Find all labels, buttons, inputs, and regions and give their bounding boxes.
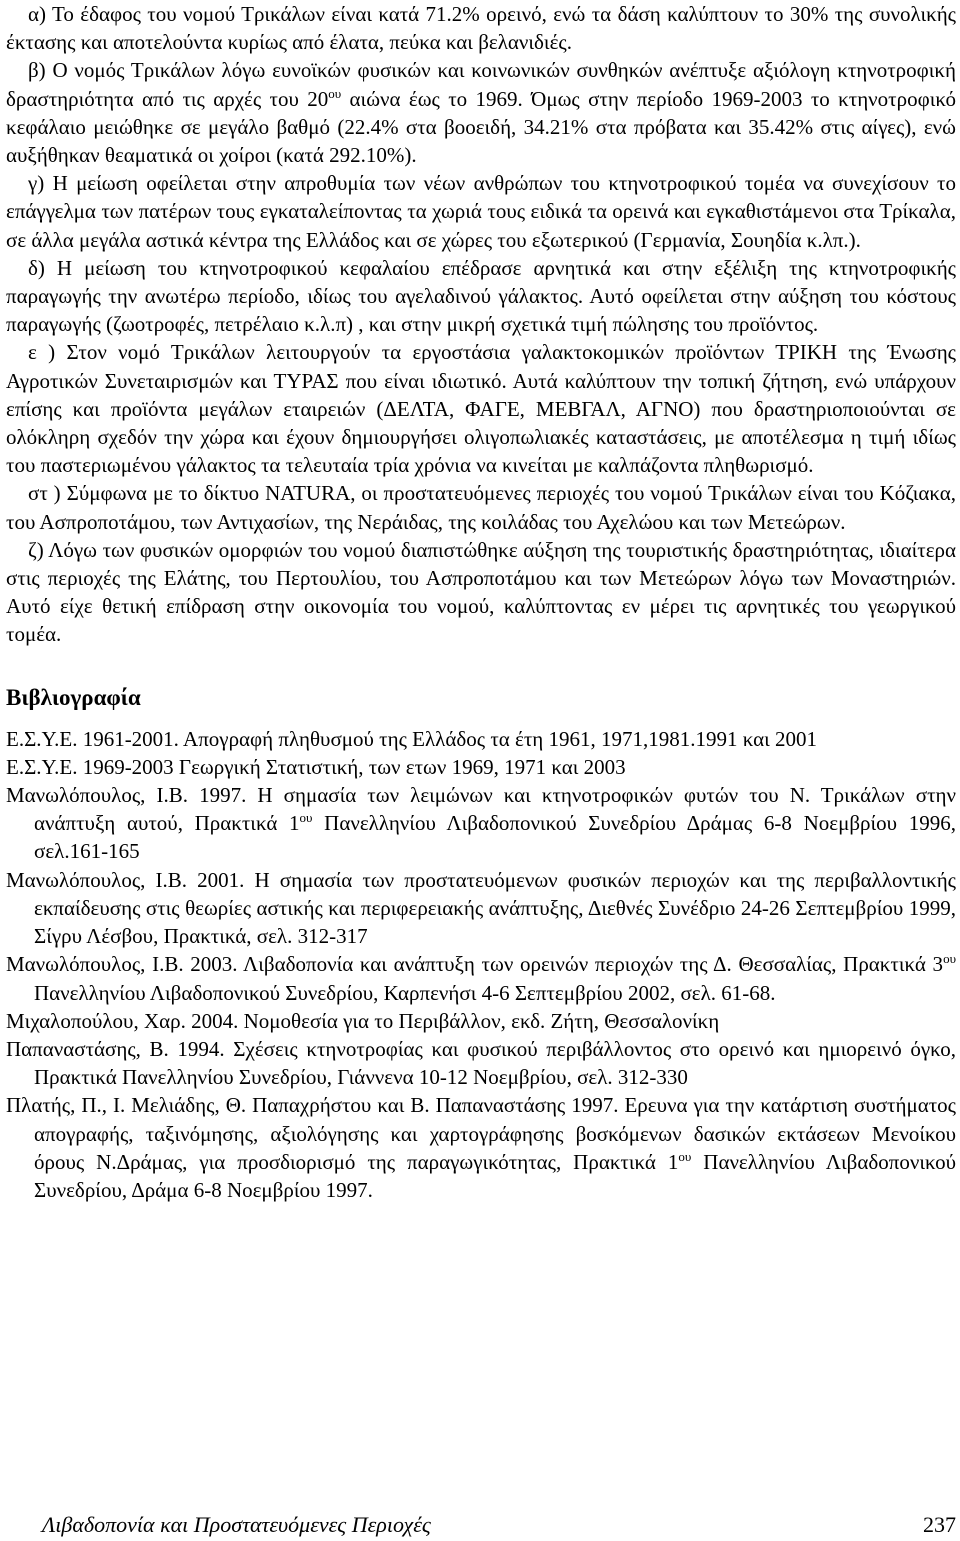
paragraph-zeta [6, 536, 956, 649]
reference-item [6, 866, 956, 951]
superscript: ου [678, 1148, 692, 1164]
reference-text: Ε.Σ.Υ.Ε. 1969-2003 Γεωργική Στατιστική, των ετων 1969, 1971 και 2003 [6, 754, 626, 779]
reference-item [6, 725, 956, 753]
paragraph-text: ζ) Λόγω των φυσικών ομορφιών του νομού διαπιστώθηκε αύξηση της τουριστικής δραστηριότητας, ιδιαίτερα στις περιοχές της Ελάτης, του Περτουλίου, του Ασπροποτάμου και των Μετεώρων λόγω των Μοναστηριών. Αυτό είχε θετική επίδραση στην οικονομία του νομού, καλύπτοντας εν μέρει τις αρνητικές του γεωργικού τομέα. [6, 537, 956, 647]
reference-text: Παπαναστάσης, Β. 1994. Σχέσεις κτηνοτροφίας και φυσικού περιβάλλοντος στο ορεινό και ημιορεινό όγκο, Πρακτικά Πανελληνίου Συνεδρίου, Γιάννενα 10-12 Νοεμβρίου, σελ. 312-330 [6, 1036, 956, 1090]
paragraph-text: β) Ο νομός Τρικάλων λόγω ευνοϊκών φυσικών και κοινωνικών συνθηκών ανέπτυξε αξιόλογη κτηνοτροφική δραστηριότητα από τις αρχές του 20 [6, 58, 956, 111]
paragraph-text: δ) Η μείωση του κτηνοτροφικού κεφαλαίου επέδρασε αρνητικά και στην εξέλιξη της κτηνοτροφικής παραγωγής την ανωτέρω περίοδο, ιδίως του αγελαδινού γάλακτος. Αυτό οφείλεται στην αύξηση του κόστους παραγωγής (ζωοτροφές, πετρέλαιο κ.λ.π) , και στην μικρή σχετικά τιμή πώλησης του προϊόντος. [6, 255, 956, 337]
reference-text: Μανωλόπουλος, Ι.Β. 2001. Η σημασία των προστατευόμενων φυσικών περιοχών και της περιβαλλοντικής εκπαίδευσης στις θεωρίες αστικής και περιφερειακής ανάπτυξης, Διεθνές Συνέδριο 24-26 Σεπτεμβρίου 1999, Σίγρυ Λέσβου, Πρακτικά, σελ. 312-317 [6, 867, 956, 949]
superscript: ου [943, 951, 956, 967]
paragraph-delta [6, 254, 956, 339]
reference-text: Μανωλόπουλος, Ι.Β. 2003. Λιβαδοπονία και ανάπτυξη των ορεινών περιοχών της Δ. Θεσσαλίας, Πρακτικά 3 [6, 952, 944, 977]
reference-text: Ε.Σ.Υ.Ε. 1961-2001. Απογραφή πληθυσμού της Ελλάδος τα έτη 1961, 1971,1981.1991 και 2001 [6, 726, 818, 751]
reference-text: Πλατής, Π., Ι. Μελιάδης, Θ. Παπαχρήστου και Β. Παπαναστάσης 1997. Ερευνα για την κατάρτιση συστήματος απογραφής, ταξινόμησης, αξιολόγησης και χαρτογράφησης βοσκόμενων δασικών εκτάσεων Μενοίκου όρους Ν.Δράμας, για προσδιορισμό της παραγωγικότητας, Πρακτικά 1 [6, 1093, 956, 1174]
reference-text: Πανελληνίου Λιβαδοπονικού Συνεδρίου Δράμας 6-8 Νοεμβρίου 1996, σελ.161-165 [34, 811, 956, 864]
paragraph-beta [6, 56, 956, 169]
paragraph-text: στ ) Σύμφωνα με το δίκτυο NATURA, οι προστατευόμενες περιοχές του νομού Τρικάλων είναι του Κόζιακα, του Ασπροποτάμου, των Αντιχασίων, της Νεράιδας, της κοιλάδας του Αχελώου και των Μετεώρων. [6, 481, 956, 534]
page-footer [42, 1511, 956, 1539]
paragraph-text: αιώνα έως το 1969. Όμως στην περίοδο 1969-2003 το κτηνοτροφικό κεφάλαιο μειώθηκε σε μεγάλο βαθμό (22.4% στα βοοειδή, 34.21% στα πρόβατα και 35.42% στις αίγες), ενώ αυξήθηκαν θεαματικά οι χοίροι (κατά 292.10%). [6, 86, 956, 168]
reference-item [6, 1035, 956, 1091]
reference-item [6, 950, 956, 1006]
reference-item [6, 1091, 956, 1204]
paragraph-text: ε ) Στον νομό Τρικάλων λειτουργούν τα εργοστάσια γαλακτοκομικών προϊόντων ΤΡΙΚΗ της Ένωσης Αγροτικών Συνεταιρισμών και ΤΥΡΑΣ που είναι ιδιωτικό. Αυτά καλύπτουν την τοπική ζήτηση, ενώ υπάρχουν επίσης και προϊόντα μεγάλων εταιρειών (ΔΕΛΤΑ, ΦΑΓΕ, ΜΕΒΓΑΛ, ΑΓΝΟ) που δραστηριοποιούνται σε ολόκληρη σχεδόν την χώρα και έχουν δημιουργήσει ολιγοπωλιακές καταστάσεις, με αποτέλεσμα η τιμή ιδίως του παστεριωμένου γάλακτος τα τελευταία τρία χρόνια να κινείται με καλπάζοντα πληθωρισμό. [6, 340, 956, 478]
reference-item [6, 781, 956, 866]
paragraph-epsilon [6, 338, 956, 479]
footer-title: Λιβαδοπονία και Προστατευόμενες Περιοχές [42, 1512, 431, 1537]
reference-text: Πανελληνίου Λιβαδοπονικού Συνεδρίου, Δράμα 6-8 Νοεμβρίου 1997. [34, 1149, 956, 1202]
paragraph-gamma [6, 169, 956, 254]
bibliography-list [6, 725, 956, 1204]
bibliography-heading: Βιβλιογραφία [6, 684, 141, 710]
paragraph-alpha [6, 0, 956, 56]
body-text [6, 0, 956, 649]
document-page [6, 0, 956, 1204]
paragraph-stigma [6, 479, 956, 535]
superscript: ου [299, 810, 313, 826]
reference-item [6, 753, 956, 781]
superscript: ου [328, 85, 342, 101]
page-number: 237 [923, 1512, 956, 1537]
paragraph-text: α) Το έδαφος του νομού Τρικάλων είναι κατά 71.2% ορεινό, ενώ τα δάση καλύπτουν το 30% της συνολικής έκτασης και αποτελούντα κυρίως από έλατα, πεύκα και βελανιδιές. [6, 2, 956, 55]
reference-text: Μανωλόπουλος, Ι.Β. 1997. Η σημασία των λειμώνων και κτηνοτροφικών φυτών του Ν. Τρικάλων στην ανάπτυξη αυτού, Πρακτικά 1 [6, 783, 956, 836]
reference-text: Μιχαλοπούλου, Χαρ. 2004. Νομοθεσία για το Περιβάλλον, εκδ. Ζήτη, Θεσσαλονίκη [6, 1008, 720, 1033]
paragraph-text: γ) Η μείωση οφείλεται στην απροθυμία των νέων ανθρώπων του κτηνοτροφικού τομέα να συνεχίσουν το επάγγελμα των πατέρων τους εγκαταλείποντας τα χωριά τους ειδικά τα ορεινά και εγκαθιστάμενοι στα Τρίκαλα, σε άλλα μεγάλα αστικά κέντρα της Ελλάδος και σε χώρες του εξωτερικού (Γερμανία, Σουηδία κ.λπ.). [6, 171, 956, 252]
reference-text: Πανελληνίου Λιβαδοπονικού Συνεδρίου, Καρπενήσι 4-6 Σεπτεμβρίου 2002, σελ. 61-68. [34, 980, 776, 1005]
reference-item [6, 1007, 956, 1035]
